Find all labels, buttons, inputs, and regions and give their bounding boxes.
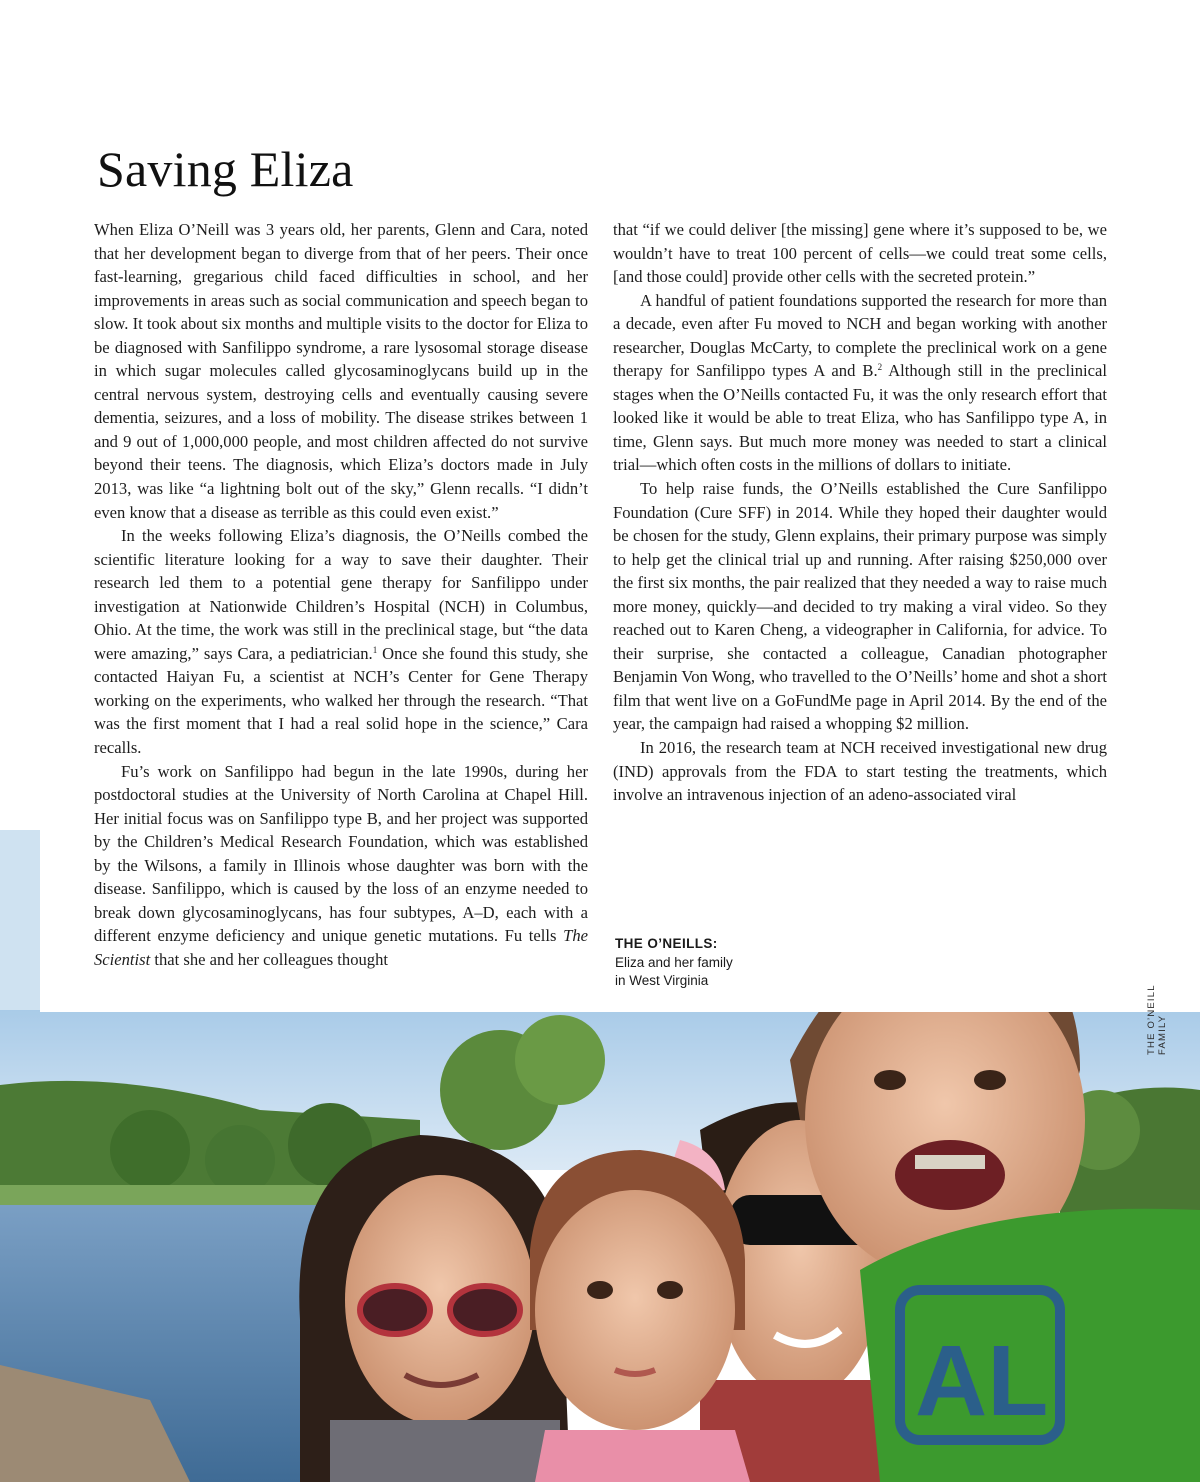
paragraph-text: Fu’s work on Sanfilippo had begun in the late 1990s, during her postdoctoral studies at the University of North Carolina at Chapel Hill. Her initial focus was on Sanfilippo type B, and her project was supported by the Children’s Medical Research Foundation, which was established by the Wilsons, a family in Illinois whose daughter was born with the disease. Sanfilippo, which is caused by the loss of an enzyme needed to break down glycosaminoglycans, has four subtypes, A–D, each with a different enzyme deficiency and unique genetic mutations. Fu tells: [94, 761, 588, 946]
boy-mouth: [895, 1140, 1005, 1210]
mother-sunglasses-left: [360, 1286, 430, 1334]
boy-eye-left: [874, 1070, 906, 1090]
publication-name: The Scientist: [94, 926, 588, 969]
eliza-eye-left: [587, 1281, 613, 1299]
boy-eye-right: [974, 1070, 1006, 1090]
eliza-face: [535, 1190, 735, 1430]
boy-braces: [915, 1155, 985, 1169]
paragraph-text: Once she found this study, she contacted Haiyan Fu, a scientist at NCH’s Center for Gene Therapy working on the experiments, who walked her through the research. “That was the first moment that I had a real solid hope in the science,” Cara recalls.: [94, 643, 588, 758]
paragraph: To help raise funds, the O’Neills established the Cure Sanfilippo Foundation (Cure SFF) in 2014. While they hoped their daughter would be chosen for the study, Glenn explains, their primary purpose was simply to help get the clinical trial up and running. After raising $250,000 over the first six months, the pair realized that they needed a way to raise much more money, quickly—and decided to try making a viral video. So they reached out to Karen Cheng, a videographer in California, for advice. To their surprise, she contacted a colleague, Canadian photographer Benjamin Von Wong, who travelled to the O’Neills’ home and shot a short film that went live on a GoFundMe page in April 2014. By the end of the year, the campaign had raised a whopping $2 million.: [613, 479, 1107, 734]
article-title: Saving Eliza: [97, 141, 354, 197]
mother-sunglasses-right: [450, 1286, 520, 1334]
caption-line: in West Virginia: [615, 973, 709, 988]
paragraph: [94, 760, 588, 972]
paragraph: When Eliza O’Neill was 3 years old, her parents, Glenn and Cara, noted that her development began to diverge from that of her peers. Their once fast-learning, gregarious child faced difficulties in school, and her improvements in areas such as social communication and speech began to slow. It took about six months and multiple visits to the doctor for Eliza to be diagnosed with Sanfilippo syndrome, a rare lysosomal storage disease in which sugar molecules called glycosaminoglycans build up in the central nervous system, destroying cells and eventually causing severe dementia, seizures, and a loss of mobility. The disease strikes between 1 and 9 out of 1,000,000 people, and most children affected do not survive beyond their teens. The diagnosis, which Eliza’s doctors made in July 2013, was like “a lightning bolt out of the sky,” Glenn recalls. “I didn’t even know that a disease as terrible as this could even exist.”: [94, 220, 588, 522]
boy-shirt-text: AL: [915, 1325, 1049, 1437]
tree: [205, 1125, 275, 1195]
paragraph-text: that she and her colleagues thought: [150, 949, 389, 969]
sky-strip: [0, 830, 40, 1030]
paragraph-text: A handful of patient foundations supported the research for more than a decade, even after Fu moved to NCH and began working with another researcher, Douglas McCarty, to complete the preclinical work on a gene therapy for Sanfilippo types A and B.: [613, 290, 1107, 381]
footnote-ref[interactable]: 2: [877, 362, 883, 373]
mother-shirt: [330, 1420, 560, 1482]
paragraph: [94, 524, 588, 759]
tree: [515, 1015, 605, 1105]
eliza-eye-right: [657, 1281, 683, 1299]
paragraph-text: In the weeks following Eliza’s diagnosis, the O’Neills combed the scientific literature looking for a way to save their daughter. Their research led them to a potential gene therapy for Sanfilippo under investigation at Nationwide Children’s Hospital (NCH) in Columbus, Ohio. At the time, the work was still in the preclinical stage, but “the data were amazing,” says Cara, a pediatrician.: [94, 526, 588, 663]
tree: [110, 1110, 190, 1190]
eliza-shirt: [535, 1430, 750, 1482]
paragraph: [613, 289, 1107, 477]
photo-caption: [615, 935, 733, 991]
paragraph: In 2016, the research team at NCH received investigational new drug (IND) approvals from the FDA to start testing the treatments, which involve an intravenous injection of an adeno-associated viral: [613, 738, 1107, 805]
left-column: [94, 218, 588, 972]
caption-title: THE O’NEILLS:: [615, 936, 718, 951]
photo-credit: THE O’NEILL FAMILY: [1146, 984, 1168, 1055]
footnote-ref[interactable]: 1: [372, 644, 378, 655]
paragraph-text: Although still in the preclinical stages when the O’Neills contacted Fu, it was the only research effort that looked like it would be able to treat Eliza, who has Sanfilippo type A, in time, Glenn says. But much more money was needed to start a clinical trial—which often costs in the millions of dollars to initiate.: [613, 361, 1107, 475]
caption-line: Eliza and her family: [615, 954, 733, 970]
paragraph: that “if we could deliver [the missing] gene where it’s supposed to be, we wouldn’t have to treat 100 percent of cells—we could treat some cells, [and those could] provide other cells with the secreted protein.”: [613, 220, 1107, 287]
right-column: [613, 218, 1107, 807]
